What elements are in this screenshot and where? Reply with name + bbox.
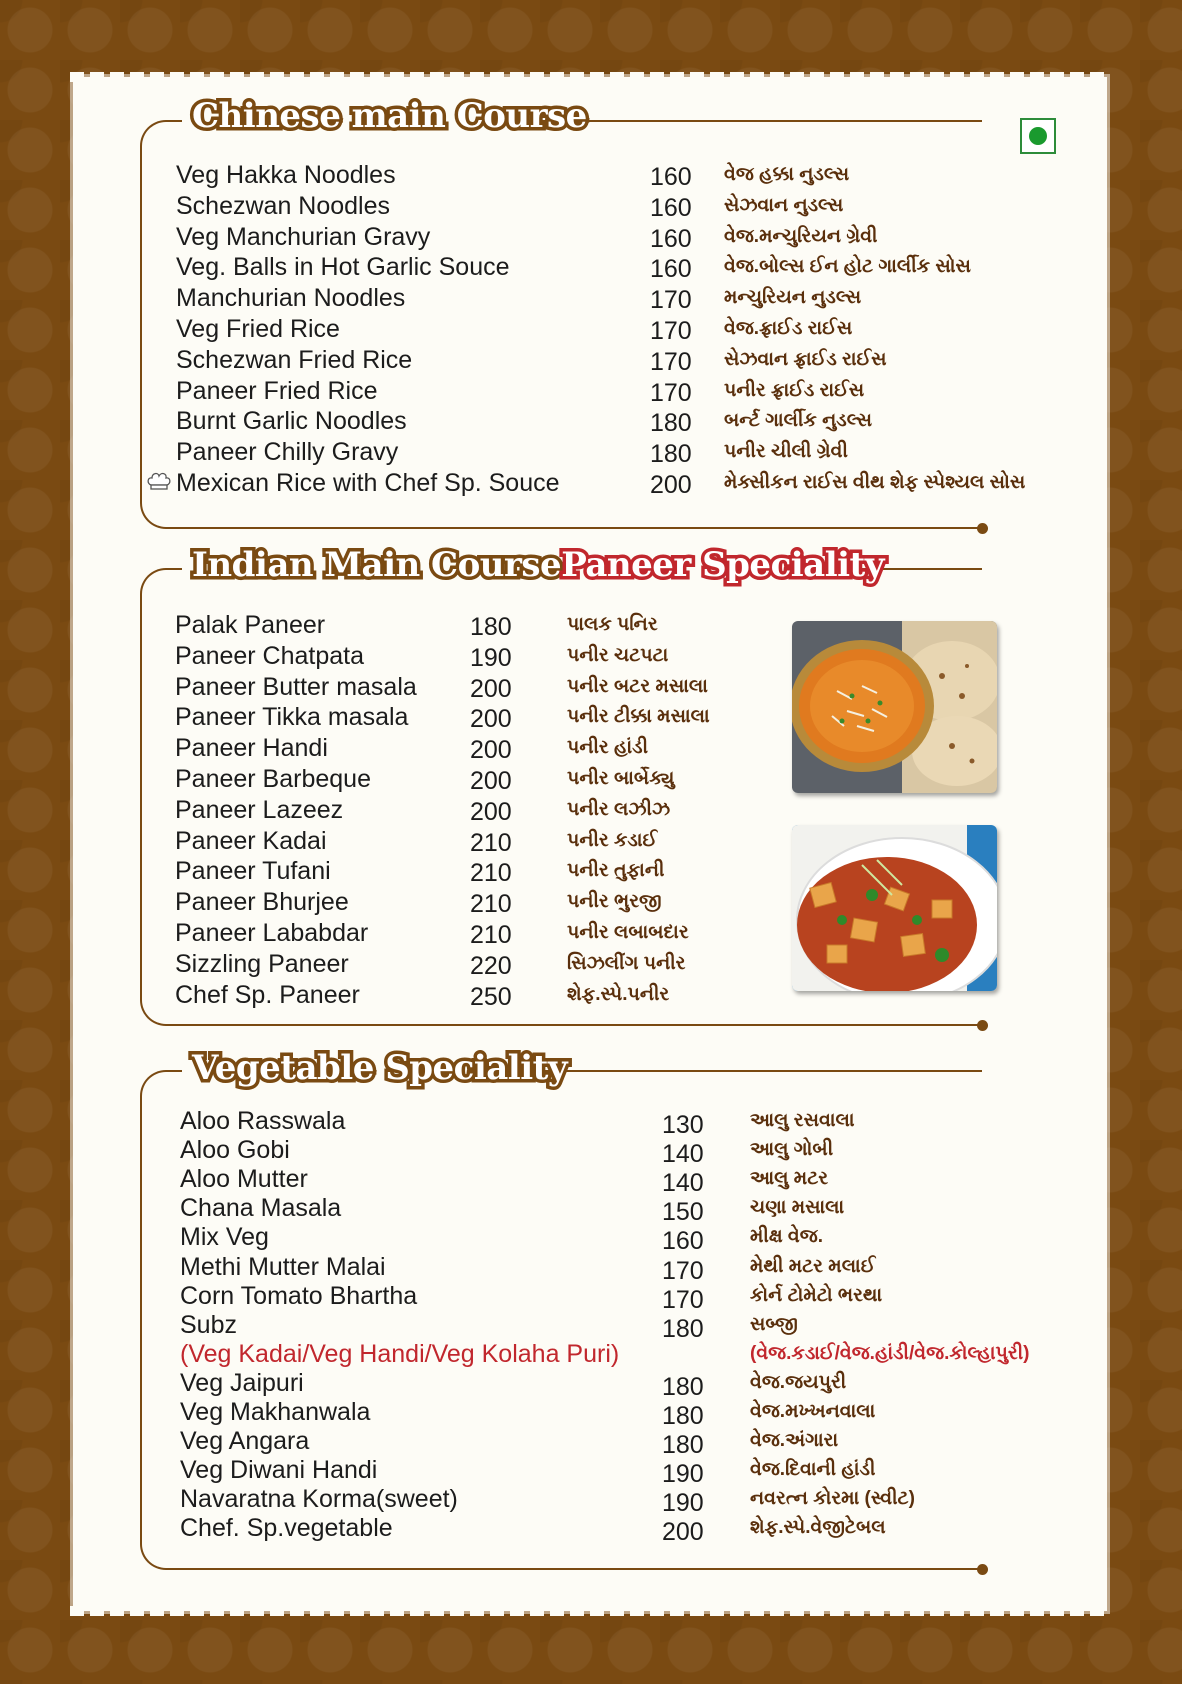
chinese-item	[176, 191, 1054, 221]
indian-main-course-title: Indian Main Course	[192, 545, 562, 585]
chinese-item-name: Veg Fried Rice	[176, 315, 340, 343]
vegetable-item-name: Veg Makhanwala	[180, 1398, 371, 1426]
paneer-item-price: 180	[470, 613, 512, 641]
vegetable-item-name: Veg Diwani Handi	[180, 1456, 378, 1485]
vegetable-item	[180, 1135, 1080, 1169]
chinese-item-gujarati: પનીર ચીલી ગ્રેવી	[724, 441, 848, 463]
paneer-item-gujarati: પનીર ચટપટા	[567, 644, 669, 666]
chinese-item-price: 170	[650, 347, 692, 376]
vegetable-item-gujarati: (વેજ.કડાઈ/વેજ.હાંડી/વેજ.કોલ્હાપુરી)	[750, 1342, 1030, 1364]
vegetable-item-price: 190	[662, 1460, 704, 1489]
vegetable-item-gujarati: વેજ.દિવાની હાંડી	[750, 1459, 876, 1481]
paneer-item-price: 210	[470, 859, 512, 888]
chinese-item-name: Paneer Fried Rice	[176, 376, 378, 405]
vegetable-item-gujarati: મીક્ષ વેજ.	[750, 1226, 824, 1248]
vegetable-item-name: Subz	[180, 1310, 237, 1339]
paneer-item-gujarati: પનીર બાર્બેક્યુ	[567, 768, 675, 789]
vegetable-item-price: 180	[662, 1372, 704, 1401]
paneer-item-price: 200	[470, 705, 512, 734]
paneer-item-price: 190	[470, 643, 512, 672]
paneer-item	[175, 764, 897, 794]
paneer-item-price: 200	[470, 736, 512, 765]
vegetable-item-gujarati: નવરત્ન કોરમા (સ્વીટ)	[750, 1488, 915, 1510]
chinese-item-name: Mexican Rice with Chef Sp. Souce	[176, 469, 560, 497]
vegetable-item-price: 160	[662, 1227, 704, 1256]
chinese-item-price: 170	[650, 286, 692, 315]
paneer-item-price: 250	[470, 982, 512, 1011]
vegetable-item-name: Navaratna Korma(sweet)	[180, 1485, 458, 1514]
chinese-item-name: Schezwan Fried Rice	[176, 345, 413, 374]
vegetable-item-price: 170	[662, 1256, 704, 1285]
paneer-item-name: Paneer Bhurjee	[175, 888, 349, 917]
paneer-item	[175, 826, 897, 856]
paneer-item-name: Paneer Tufani	[175, 857, 331, 886]
chinese-item-gujarati: મન્ચુરિયન નુડલ્સ	[724, 287, 862, 309]
chinese-item	[176, 376, 1054, 406]
paneer-kadai-photo	[792, 825, 997, 991]
vegetable-item-price: 200	[662, 1518, 704, 1547]
chinese-item-gujarati: વેજ હક્કા નુડલ્સ	[724, 164, 850, 185]
vegetable-item-price: 140	[662, 1169, 704, 1198]
chinese-item-name: Veg Hakka Noodles	[176, 161, 396, 189]
chinese-item-name: Veg. Balls in Hot Garlic Souce	[176, 253, 510, 282]
chinese-item	[176, 468, 1054, 498]
vegetable-item	[180, 1164, 1080, 1198]
paneer-item	[175, 918, 897, 948]
vegetable-item-name: Chef. Sp.vegetable	[180, 1514, 393, 1543]
paneer-item-name: Paneer Tikka masala	[175, 703, 409, 732]
paneer-item	[175, 733, 897, 763]
vegetable-item-price: 180	[662, 1402, 704, 1430]
vegetable-item-name: Aloo Mutter	[180, 1165, 308, 1194]
paneer-item	[175, 702, 897, 732]
vegetable-item-price: 190	[662, 1489, 704, 1518]
vegetable-item	[180, 1281, 1080, 1314]
chinese-item-name: Schezwan Noodles	[176, 191, 391, 220]
vegetable-item-gujarati: આલુ રસવાલા	[750, 1110, 855, 1131]
chinese-item	[176, 314, 1054, 344]
vegetable-item-name: Aloo Gobi	[180, 1136, 290, 1165]
vegetable-item-name: Veg Angara	[180, 1427, 310, 1456]
paneer-item-name: Palak Paneer	[175, 611, 326, 639]
vegetable-item-gujarati: શેફ.સ્પે.વેજીટેબલ	[750, 1517, 886, 1539]
chinese-item-gujarati: બર્ન્ટ ગાર્લીક નુડલ્સ	[724, 410, 872, 432]
chinese-item-price: 200	[650, 471, 692, 499]
paneer-item-price: 220	[470, 951, 512, 980]
paneer-item	[175, 856, 897, 886]
vegetable-item-gujarati: વેજ.જયપુરી	[750, 1371, 847, 1393]
chinese-item-gujarati: સેઝવાન ફ્રાઈડ રાઈસ	[724, 348, 887, 370]
vegetable-item-gujarati: ચણા મસાલા	[750, 1197, 845, 1219]
paneer-item-name: Paneer Chatpata	[175, 641, 365, 670]
chinese-item	[176, 222, 1054, 252]
chinese-item	[176, 345, 1054, 375]
vegetable-item-gujarati: આલુ ગોબી	[750, 1139, 834, 1161]
vegetable-item	[180, 1310, 1080, 1343]
paneer-item	[175, 610, 897, 640]
vegetable-item-name: Veg Jaipuri	[180, 1368, 304, 1397]
paneer-item-name: Chef Sp. Paneer	[175, 980, 360, 1009]
paneer-item-price: 210	[470, 921, 512, 949]
chinese-item-price: 180	[650, 440, 692, 469]
chinese-item-price: 160	[650, 193, 692, 222]
paneer-item	[175, 641, 897, 671]
chinese-section-title: Chinese main Course	[192, 96, 587, 136]
vegetable-item-gujarati: સબ્જી	[750, 1313, 798, 1335]
paneer-item-name: Paneer Barbeque	[175, 765, 371, 793]
paneer-item-name: Paneer Lababdar	[175, 919, 369, 947]
paneer-item-name: Paneer Lazeez	[175, 795, 344, 824]
paneer-item-price: 210	[470, 890, 512, 919]
vegetable-item	[180, 1252, 1080, 1285]
vegetable-item-name: Methi Mutter Malai	[180, 1252, 386, 1281]
vegetable-item	[180, 1397, 1080, 1430]
vegetable-section-title: Vegetable Speciality	[192, 1048, 568, 1088]
paneer-butter-masala-photo	[792, 621, 997, 793]
chinese-item-gujarati: વેજ.મન્ચુરિયન ગ્રેવી	[724, 225, 878, 247]
chinese-item-gujarati: વેજ.ફ્રાઈડ રાઈસ	[724, 318, 853, 339]
vegetable-item	[180, 1484, 1080, 1518]
vegetable-item-name: Aloo Rasswala	[180, 1107, 346, 1135]
vegetable-item-name: Chana Masala	[180, 1194, 342, 1223]
vegetable-item-price: 130	[662, 1111, 704, 1139]
chinese-item-price: 170	[650, 378, 692, 407]
chinese-item-gujarati: વેજ.બોલ્સ ઈન હોટ ગાર્લીક સોસ	[724, 256, 971, 278]
paneer-item-price: 200	[470, 797, 512, 826]
vegetable-item-name: Mix Veg	[180, 1223, 269, 1252]
chinese-item-name: Paneer Chilly Gravy	[176, 438, 399, 467]
vegetable-item	[180, 1106, 1080, 1139]
vegetable-item-price: 150	[662, 1198, 704, 1227]
paneer-item-name: Sizzling Paneer	[175, 949, 349, 978]
vegetable-item-gujarati: મેથી મટર મલાઈ	[750, 1255, 876, 1277]
paneer-item-gujarati: પનીર લઝીઝ	[567, 798, 671, 820]
paneer-item-gujarati: પનીર લબાબદાર	[567, 922, 689, 943]
chinese-item-price: 180	[650, 409, 692, 438]
chinese-item-price: 160	[650, 163, 692, 191]
vegetable-item	[180, 1455, 1080, 1489]
paneer-item-gujarati: પનીર બટર મસાલા	[567, 675, 708, 697]
paneer-item-gujarati: પનીર કડાઈ	[567, 829, 658, 851]
vegetable-item-gujarati: વેજ.અંગારા	[750, 1430, 839, 1452]
chinese-item-price: 170	[650, 317, 692, 345]
vegetable-item-price: 140	[662, 1140, 704, 1169]
paneer-item-gujarati: પનીર ટીક્કા મસાલા	[567, 706, 710, 728]
vegetable-item-gujarati: વેજ.મખ્ખનવાલા	[750, 1401, 876, 1422]
vegetable-item-price: 180	[662, 1314, 704, 1343]
chinese-item	[176, 406, 1054, 436]
paneer-item-gujarati: પનીર ભુરજી	[567, 891, 662, 913]
vegetable-item-name: Corn Tomato Bhartha	[180, 1281, 418, 1310]
chinese-item-name: Burnt Garlic Noodles	[176, 407, 407, 436]
vegetable-item-price: 180	[662, 1431, 704, 1460]
paneer-item-gujarati: શેફ.સ્પે.પનીર	[567, 983, 670, 1005]
paneer-item-gujarati: સિઝલીંગ પનીર	[567, 952, 686, 974]
vegetable-item	[180, 1368, 1080, 1401]
paneer-item	[175, 795, 897, 825]
paneer-item-price: 210	[470, 828, 512, 857]
chinese-item-gujarati: પનીર ફ્રાઈડ રાઈસ	[724, 379, 865, 401]
paneer-item-price: 200	[470, 674, 512, 703]
paneer-item	[175, 672, 897, 702]
chinese-item	[176, 437, 1054, 467]
chinese-item-price: 160	[650, 255, 692, 284]
paneer-section-title	[192, 545, 884, 585]
paneer-item-name: Paneer Kadai	[175, 826, 327, 855]
paneer-item-gujarati: પનીર તુફાની	[567, 860, 665, 882]
chinese-item	[176, 252, 1054, 282]
vegetable-item-name: (Veg Kadai/Veg Handi/Veg Kolaha Puri)	[180, 1339, 620, 1368]
chinese-item	[176, 160, 1054, 190]
veg-symbol-icon	[1020, 118, 1056, 154]
vegetable-item-gujarati: આલુ મટર	[750, 1168, 829, 1190]
paneer-item	[175, 887, 897, 917]
paneer-item-gujarati: પાલક પનિર	[567, 614, 658, 635]
paneer-item-gujarati: પનીર હાંડી	[567, 737, 649, 759]
paneer-item	[175, 980, 897, 1010]
paneer-item	[175, 949, 897, 979]
chinese-item-price: 160	[650, 224, 692, 253]
paneer-item-name: Paneer Butter masala	[175, 672, 417, 701]
chinese-item-name: Manchurian Noodles	[176, 284, 406, 313]
chinese-item	[176, 283, 1054, 313]
chef-hat-icon	[146, 471, 172, 491]
vegetable-item-price: 170	[662, 1285, 704, 1314]
chinese-item-name: Veg Manchurian Gravy	[176, 222, 431, 251]
vegetable-item	[180, 1426, 1080, 1460]
paneer-speciality-title: Paneer Speciality	[561, 545, 885, 585]
vegetable-item	[180, 1339, 1080, 1369]
vegetable-item	[180, 1222, 1080, 1256]
vegetable-item-gujarati: કોર્ન ટોમેટો ભરથા	[750, 1284, 883, 1306]
paneer-item-name: Paneer Handi	[175, 734, 328, 763]
chinese-item-gujarati: મેક્સીકન રાઈસ વીથ શેફ સ્પેશ્યલ સોસ	[724, 472, 1026, 493]
vegetable-item	[180, 1513, 1080, 1547]
paneer-item-price: 200	[470, 767, 512, 795]
chinese-item-gujarati: સેઝવાન નુડલ્સ	[724, 194, 844, 216]
vegetable-item	[180, 1193, 1080, 1227]
